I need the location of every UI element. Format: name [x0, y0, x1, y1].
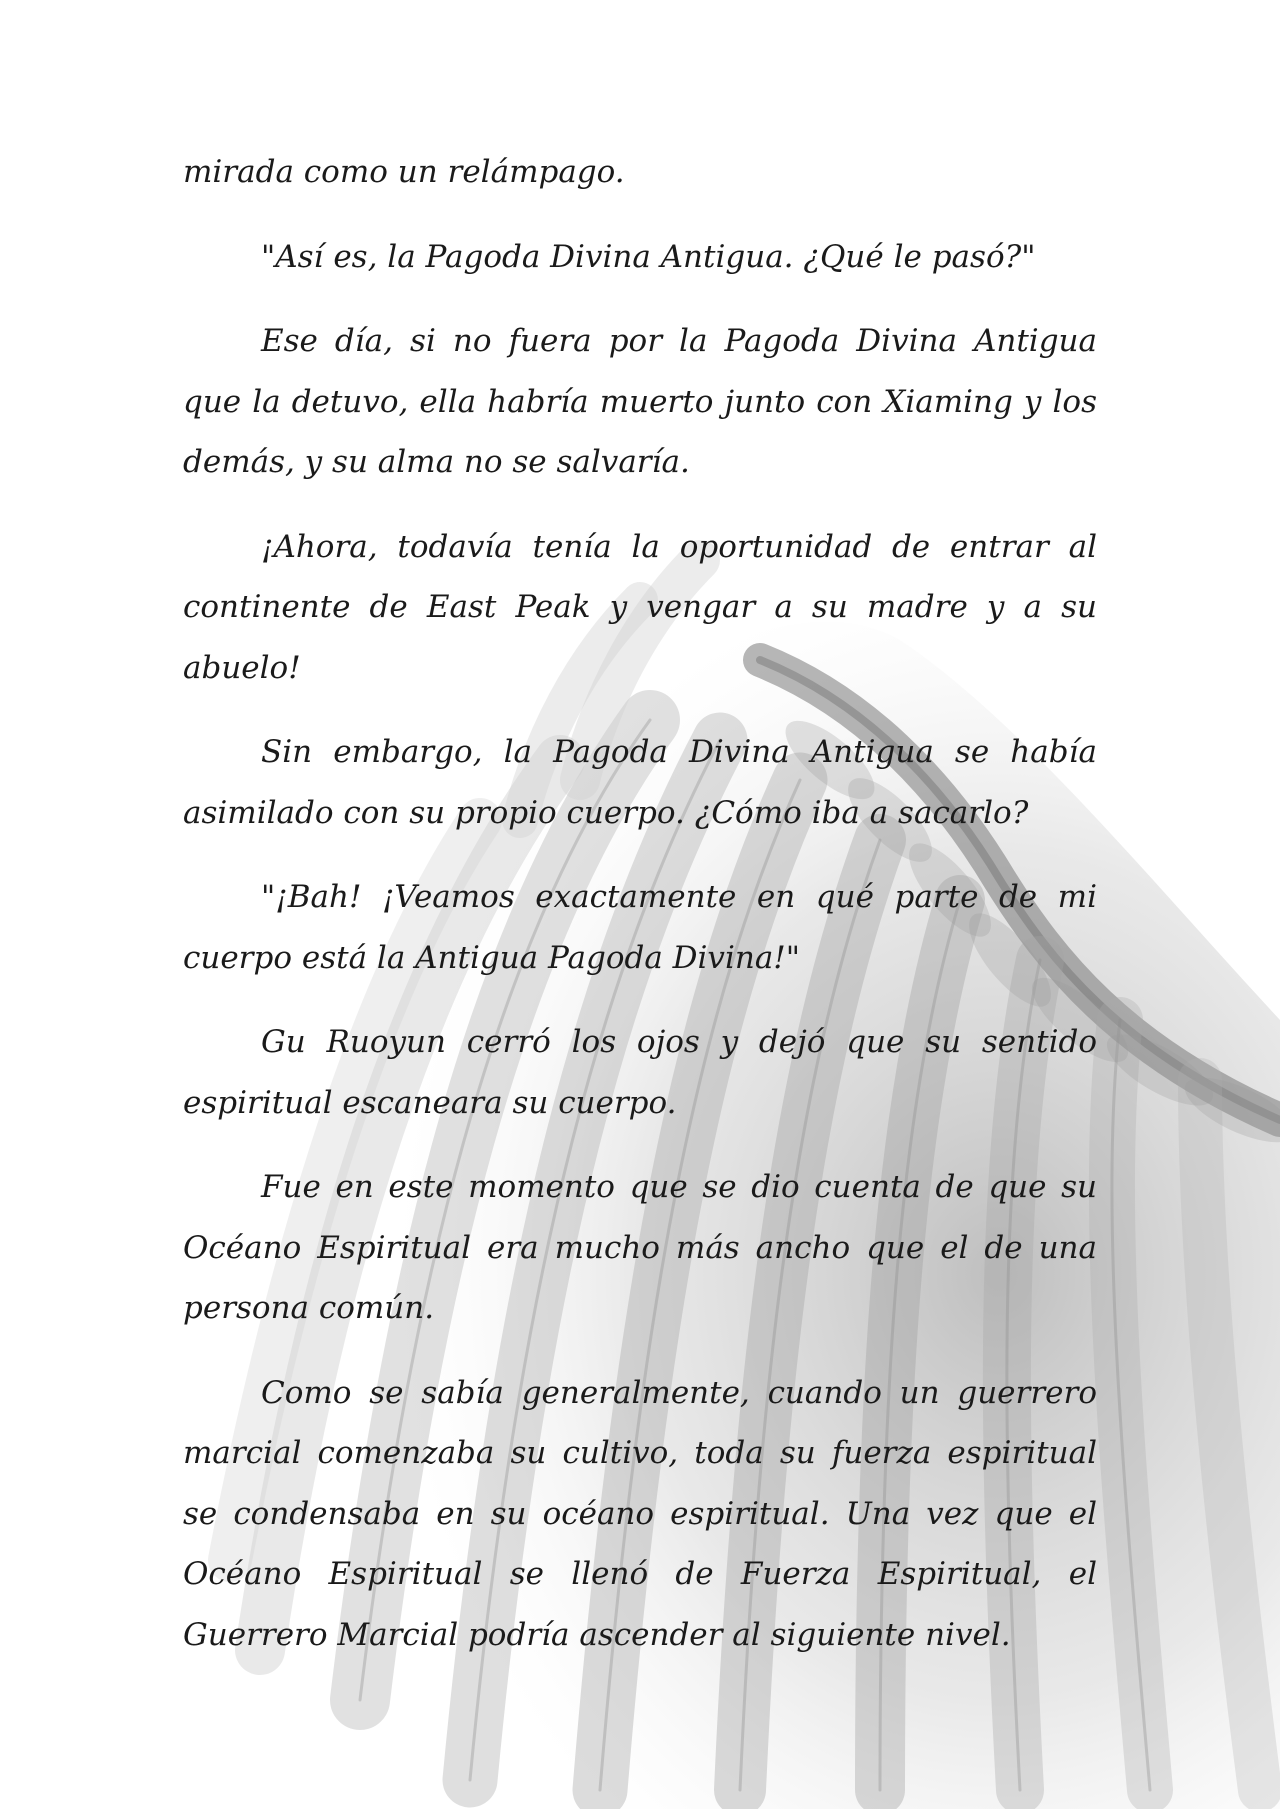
paragraph-4: ¡Ahora, todavía tenía la oportunidad de entrar al continente de East Peak y vengar a su madre y a su abuelo!: [183, 528, 1097, 686]
paragraph-7: Gu Ruoyun cerró los ojos y dejó que su sentido espiritual escaneara su cuerpo.: [183, 1024, 1097, 1121]
paragraph-2: "Así es, la Pagoda Divina Antigua. ¿Qué le pasó?": [261, 238, 1036, 275]
document-body: [183, 142, 1097, 1689]
paragraph-8: Fue en este momento que se dio cuenta de que su Océano Espiritual era mucho más ancho que el de una persona común.: [183, 1169, 1097, 1326]
paragraph-6: "¡Bah! ¡Veamos exactamente en qué parte de mi cuerpo está la Antigua Pagoda Divina!": [183, 879, 1097, 976]
paragraph-3: Ese día, si no fuera por la Pagoda Divina Antigua que la detuvo, ella habría muerto junto con Xiaming y los demás, y su alma no se salvaría.: [183, 323, 1097, 480]
paragraph-9: Como se sabía generalmente, cuando un guerrero marcial comenzaba su cultivo, toda su fuerza espiritual se condensaba en su océano espiritual. Una vez que el Océano Espiritual se llenó de Fuerza Espiritual, el Guerrero Marcial podría ascender al siguiente nivel.: [183, 1374, 1097, 1653]
paragraph-5: Sin embargo, la Pagoda Divina Antigua se había asimilado con su propio cuerpo. ¿Cómo iba a sacarlo?: [183, 734, 1097, 831]
paragraph-1: mirada como un relámpago.: [183, 154, 625, 190]
